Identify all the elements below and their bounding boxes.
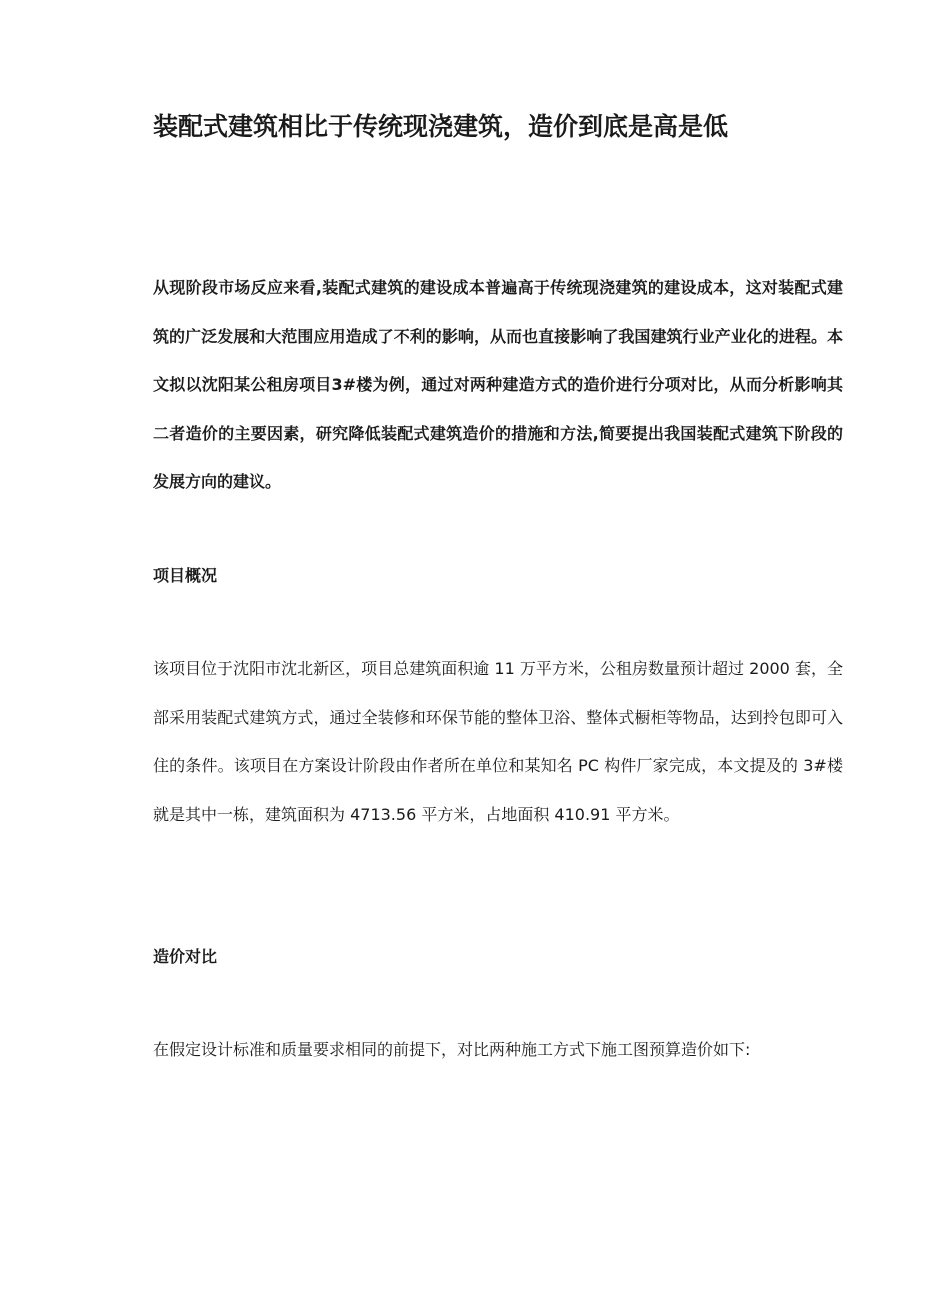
cost-comparison-paragraph: 在假定设计标准和质量要求相同的前提下，对比两种施工方式下施工图预算造价如下: [153, 1040, 751, 1059]
overview-paragraph: 该项目位于沈阳市沈北新区，项目总建筑面积逾 11 万平方米，公租房数量预计超过 2000 套，全部采用装配式建筑方式，通过全装修和环保节能的整体卫浴、整体式橱柜等物品，达到拎包即可入住的条件。该项目在方案设计阶段由作者所在单位和某知名 PC 构件厂家完成，本文提及的 3#楼就是其中一栋，建筑面积为 4713.56 平方米，占地面积 410.91 平方米。 [153, 659, 843, 824]
section-heading-overview: 项目概况 [153, 566, 218, 585]
intro-paragraph: 从现阶段市场反应来看,装配式建筑的建设成本普遍高于传统现浇建筑的建设成本，这对装配式建筑的广泛发展和大范围应用造成了不利的影响，从而也直接影响了我国建筑行业产业化的进程。本文拟以沈阳某公租房项目3#楼为例，通过对两种建造方式的造价进行分项对比，从而分析影响其二者造价的主要因素，研究降低装配式建筑造价的措施和方法,简要提出我国装配式建筑下阶段的发展方向的建议。 [153, 278, 843, 491]
article-title: 装配式建筑相比于传统现浇建筑，造价到底是高是低 [153, 112, 729, 141]
section-heading-cost-comparison: 造价对比 [153, 947, 218, 966]
